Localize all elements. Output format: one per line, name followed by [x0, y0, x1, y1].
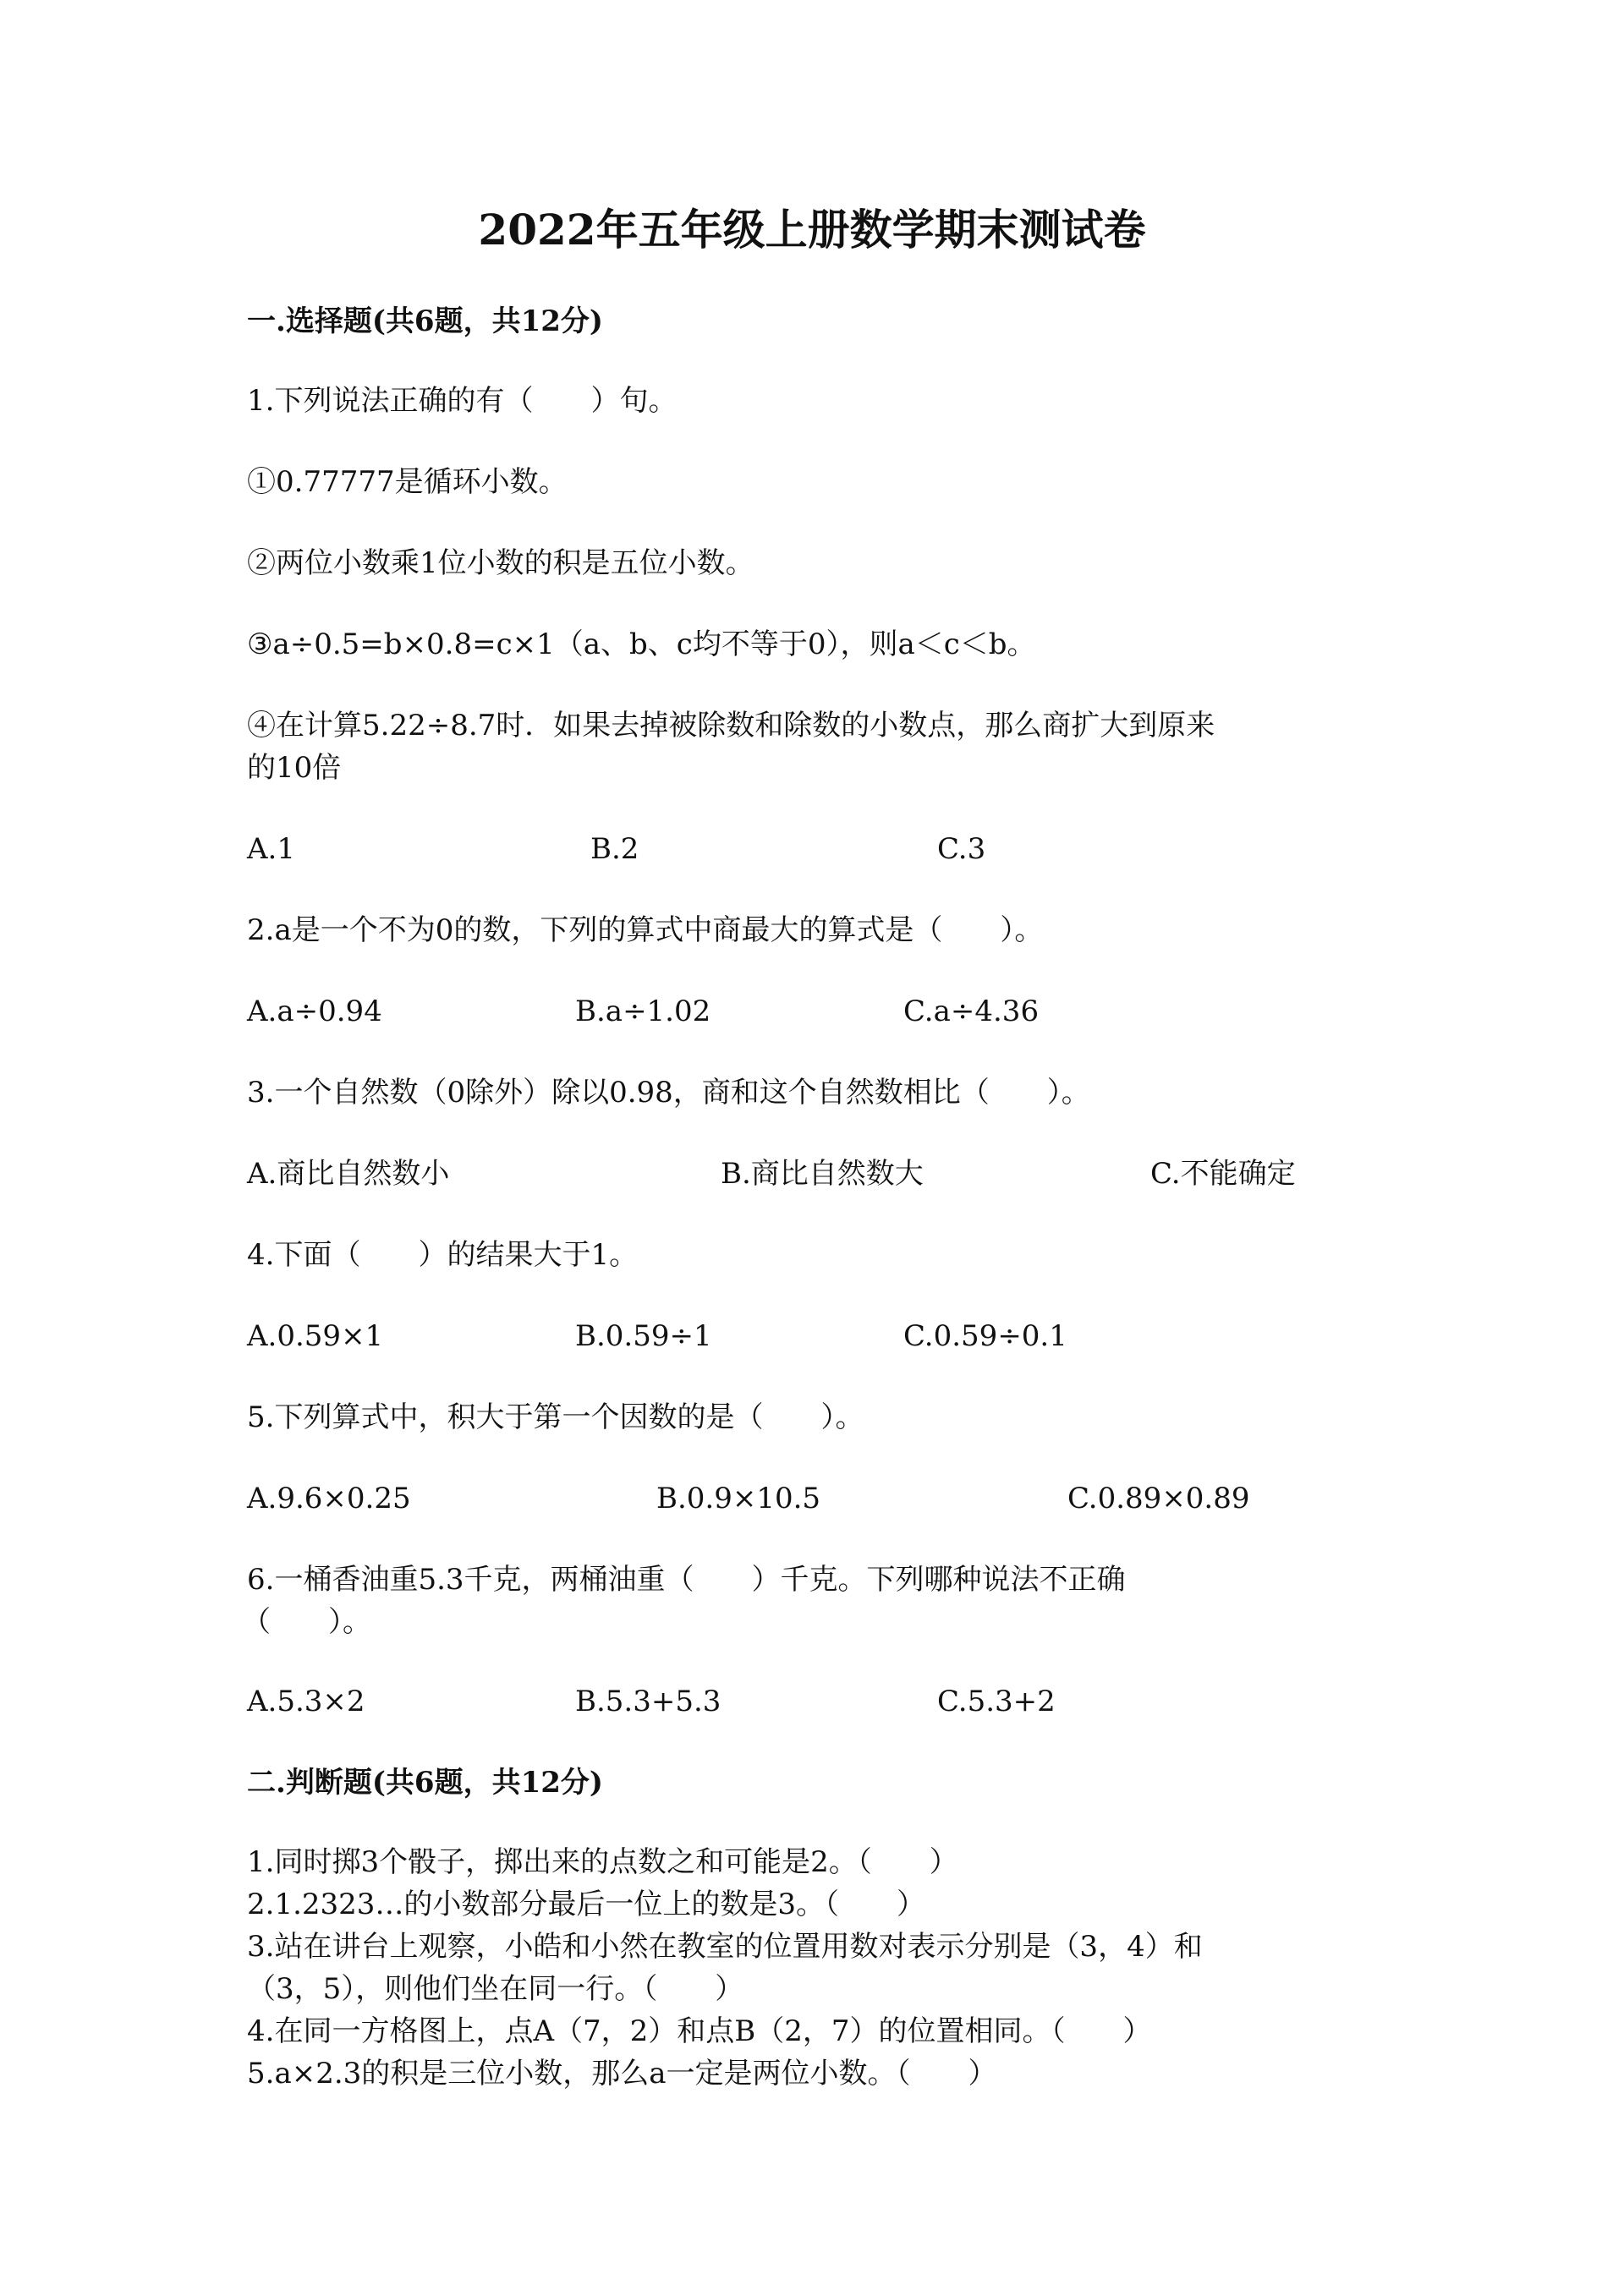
q4-option-c: C.0.59÷0.1	[903, 1319, 1067, 1353]
question-4-stem: 4.下面（ ）的结果大于1。	[247, 1238, 639, 1272]
q1-option-b: B.2	[590, 832, 639, 866]
q4-option-a: A.0.59×1	[247, 1319, 384, 1353]
q5-option-c: C.0.89×0.89	[1067, 1482, 1250, 1515]
q2-option-b: B.a÷1.02	[575, 995, 711, 1028]
question-1-stem: 1.下列说法正确的有（ ）句。	[247, 384, 678, 418]
question-1-statement-3: ③a÷0.5=b×0.8=c×1（a、b、c均不等于0），则a＜c＜b。	[247, 627, 1036, 661]
q6-option-a: A.5.3×2	[247, 1685, 365, 1718]
q5-option-a: A.9.6×0.25	[247, 1482, 411, 1515]
judgment-item-2: 2.1.2323…的小数部分最后一位上的数是3。（ ）	[247, 1888, 926, 1921]
question-6-stem-cont: （ ）。	[242, 1605, 371, 1639]
section-heading-judgment: 二.判断题(共6题，共12分)	[247, 1766, 603, 1800]
question-1-statement-2: ②两位小数乘1位小数的积是五位小数。	[247, 546, 754, 580]
question-6-stem: 6.一桶香油重5.3千克，两桶油重（ ）千克。下列哪种说法不正确	[247, 1563, 1126, 1597]
q2-option-a: A.a÷0.94	[247, 995, 382, 1028]
question-5-stem: 5.下列算式中，积大于第一个因数的是（ ）。	[247, 1400, 864, 1434]
question-1-statement-4: ④在计算5.22÷8.7时．如果去掉被除数和除数的小数点，那么商扩大到原来	[247, 709, 1215, 743]
q6-option-b: B.5.3+5.3	[575, 1685, 721, 1718]
q1-option-c: C.3	[937, 832, 986, 866]
judgment-item-3: 3.站在讲台上观察，小皓和小然在教室的位置用数对表示分别是（3，4）和	[247, 1930, 1203, 1964]
judgment-item-3-cont: （3，5），则他们坐在同一行。（ ）	[247, 1972, 744, 2006]
q5-option-b: B.0.9×10.5	[656, 1482, 821, 1515]
q4-option-b: B.0.59÷1	[575, 1319, 712, 1353]
q6-option-c: C.5.3+2	[937, 1685, 1056, 1718]
q3-option-a: A.商比自然数小	[247, 1157, 450, 1191]
question-1-statement-1: ①0.77777是循环小数。	[247, 465, 568, 499]
judgment-item-1: 1.同时掷3个骰子，掷出来的点数之和可能是2。（ ）	[247, 1845, 958, 1879]
q3-option-b: B.商比自然数大	[721, 1157, 924, 1191]
q3-option-c: C.不能确定	[1150, 1157, 1296, 1191]
judgment-item-5: 5.a×2.3的积是三位小数，那么a一定是两位小数。（ ）	[247, 2057, 997, 2091]
question-1-statement-4-cont: 的10倍	[247, 751, 342, 785]
question-2-stem: 2.a是一个不为0的数，下列的算式中商最大的算式是（ ）。	[247, 913, 1044, 947]
question-3-stem: 3.一个自然数（0除外）除以0.98，商和这个自然数相比（ ）。	[247, 1076, 1090, 1110]
section-heading-choice: 一.选择题(共6题，共12分)	[247, 304, 603, 338]
judgment-item-4: 4.在同一方格图上，点A（7，2）和点B（2，7）的位置相同。（ ）	[247, 2014, 1152, 2048]
q2-option-c: C.a÷4.36	[903, 995, 1040, 1028]
page-title: 2022年五年级上册数学期末测试卷	[478, 205, 1146, 255]
q1-option-a: A.1	[247, 832, 295, 866]
